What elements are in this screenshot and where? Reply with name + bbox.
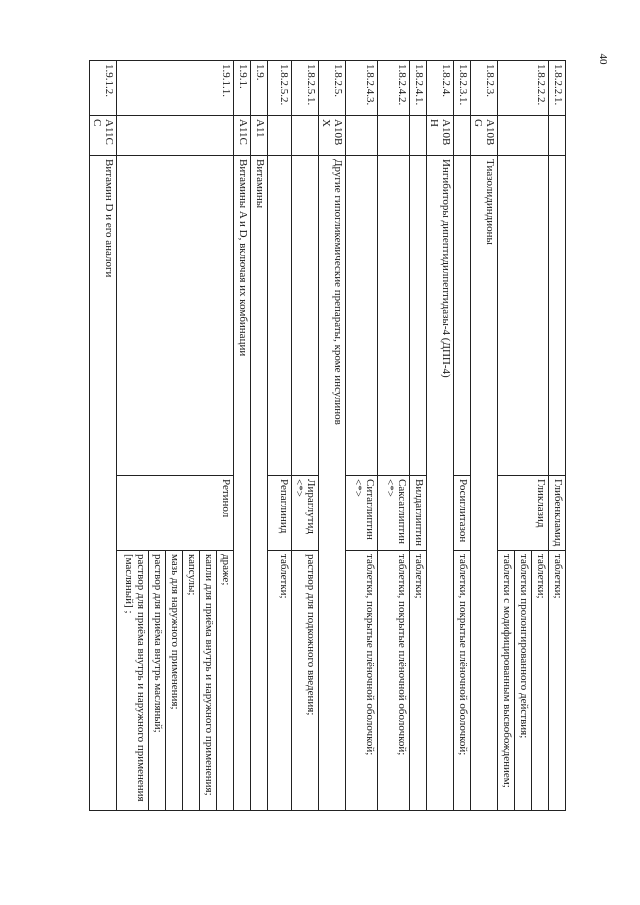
row-number: 1.9.1.2. [90, 61, 117, 116]
drug-name: Ситаглиптин <*> [346, 476, 378, 551]
atc-code [498, 116, 549, 156]
atc-code: A11 [251, 116, 268, 156]
page-number: 40 [597, 53, 609, 65]
dosage-form: таблетки, покрытые плёночной оболочкой; [346, 551, 378, 811]
table-row [427, 61, 454, 811]
atc-code: A10BX [319, 116, 346, 156]
atc-code [292, 116, 319, 156]
dosage-form: капли для приёма внутрь и наружного применения; [200, 551, 217, 811]
group-name: Тиазолидиндионы [471, 156, 498, 811]
drug-name: Росиглитазон [454, 476, 471, 551]
atc-code [454, 116, 471, 156]
row-number: 1.8.2.5. [319, 61, 346, 116]
row-number: 1.8.2.4. [427, 61, 454, 116]
table-row [454, 61, 471, 811]
table-row [90, 61, 117, 811]
atc-code: A10BH [427, 116, 454, 156]
dosage-form: мазь для наружного применения; [166, 551, 183, 811]
table-row [234, 61, 251, 811]
row-number: 1.8.2.2.1. [549, 61, 566, 116]
group-name: Ингибиторы дипептидилпептидазы-4 (ДПП-4) [427, 156, 454, 811]
atc-code: A11CC [90, 116, 117, 156]
group-name [454, 156, 471, 476]
group-name [410, 156, 427, 476]
dosage-form: капсулы; [183, 551, 200, 811]
row-number: 1.9.1.1. [117, 61, 234, 116]
group-name [549, 156, 566, 476]
group-name [292, 156, 319, 476]
row-number: 1.9. [251, 61, 268, 116]
atc-code [410, 116, 427, 156]
drug-name: Лираглутид <*> [292, 476, 319, 551]
group-name [378, 156, 410, 476]
row-number: 1.8.2.4.2. [378, 61, 410, 116]
dosage-form: таблетки; [532, 551, 549, 811]
row-number: 1.8.2.3.1. [454, 61, 471, 116]
drug-name: Гликлазид [498, 476, 549, 551]
group-name: Другие гипогликемические препараты, кроме инсулинов [319, 156, 346, 811]
atc-code [346, 116, 378, 156]
drug-name: Ретинол [117, 476, 234, 551]
table-row [378, 61, 410, 811]
group-name: Витамин D и его аналоги [90, 156, 117, 811]
row-number: 1.8.2.4.3. [346, 61, 378, 116]
dosage-form: таблетки, покрытые плёночной оболочкой; [454, 551, 471, 811]
atc-code [549, 116, 566, 156]
dosage-form: драже; [217, 551, 234, 811]
table-row [319, 61, 346, 811]
drug-name: Саксаглиптин <*> [378, 476, 410, 551]
row-number: 1.9.1. [234, 61, 251, 116]
atc-code [268, 116, 292, 156]
atc-code [378, 116, 410, 156]
table-row [268, 61, 292, 811]
atc-code: A10BG [471, 116, 498, 156]
table-row [410, 61, 427, 811]
dosage-form: таблетки; [410, 551, 427, 811]
row-number: 1.8.2.3. [471, 61, 498, 116]
dosage-form: таблетки с модифицированным высвобождением; [498, 551, 515, 811]
dosage-form: раствор для приёма внутрь масляный; [149, 551, 166, 811]
dosage-form: таблетки пролонгированного действия; [515, 551, 532, 811]
atc-code: A11C [234, 116, 251, 156]
drug-name: Репаглинид [268, 476, 292, 551]
group-name [117, 156, 234, 476]
dosage-form: раствор для приёма внутрь и наружного применения [масляный] ; [117, 551, 149, 811]
row-number: 1.8.2.5.2. [268, 61, 292, 116]
dosage-form: таблетки; [549, 551, 566, 811]
drug-list-table [89, 60, 566, 811]
group-name [346, 156, 378, 476]
table-row [471, 61, 498, 811]
row-number: 1.8.2.2.2. [498, 61, 549, 116]
group-name: Витамины A и D, включая их комбинации [234, 156, 251, 811]
drug-name: Вилдаглиптин [410, 476, 427, 551]
drug-name: Глибенкламид [549, 476, 566, 551]
dosage-form: раствор для подкожного введения; [292, 551, 319, 811]
row-number: 1.8.2.4.1. [410, 61, 427, 116]
atc-code [117, 116, 234, 156]
dosage-form: таблетки; [268, 551, 292, 811]
table-row [532, 61, 549, 811]
rotated-table-container [91, 60, 566, 810]
group-name [268, 156, 292, 476]
table-row [251, 61, 268, 811]
table-row [346, 61, 378, 811]
group-name [498, 156, 549, 476]
group-name: Витамины [251, 156, 268, 811]
table-row [217, 61, 234, 811]
row-number: 1.8.2.5.1. [292, 61, 319, 116]
table-row [292, 61, 319, 811]
table-row [549, 61, 566, 811]
dosage-form: таблетки, покрытые плёночной оболочкой; [378, 551, 410, 811]
